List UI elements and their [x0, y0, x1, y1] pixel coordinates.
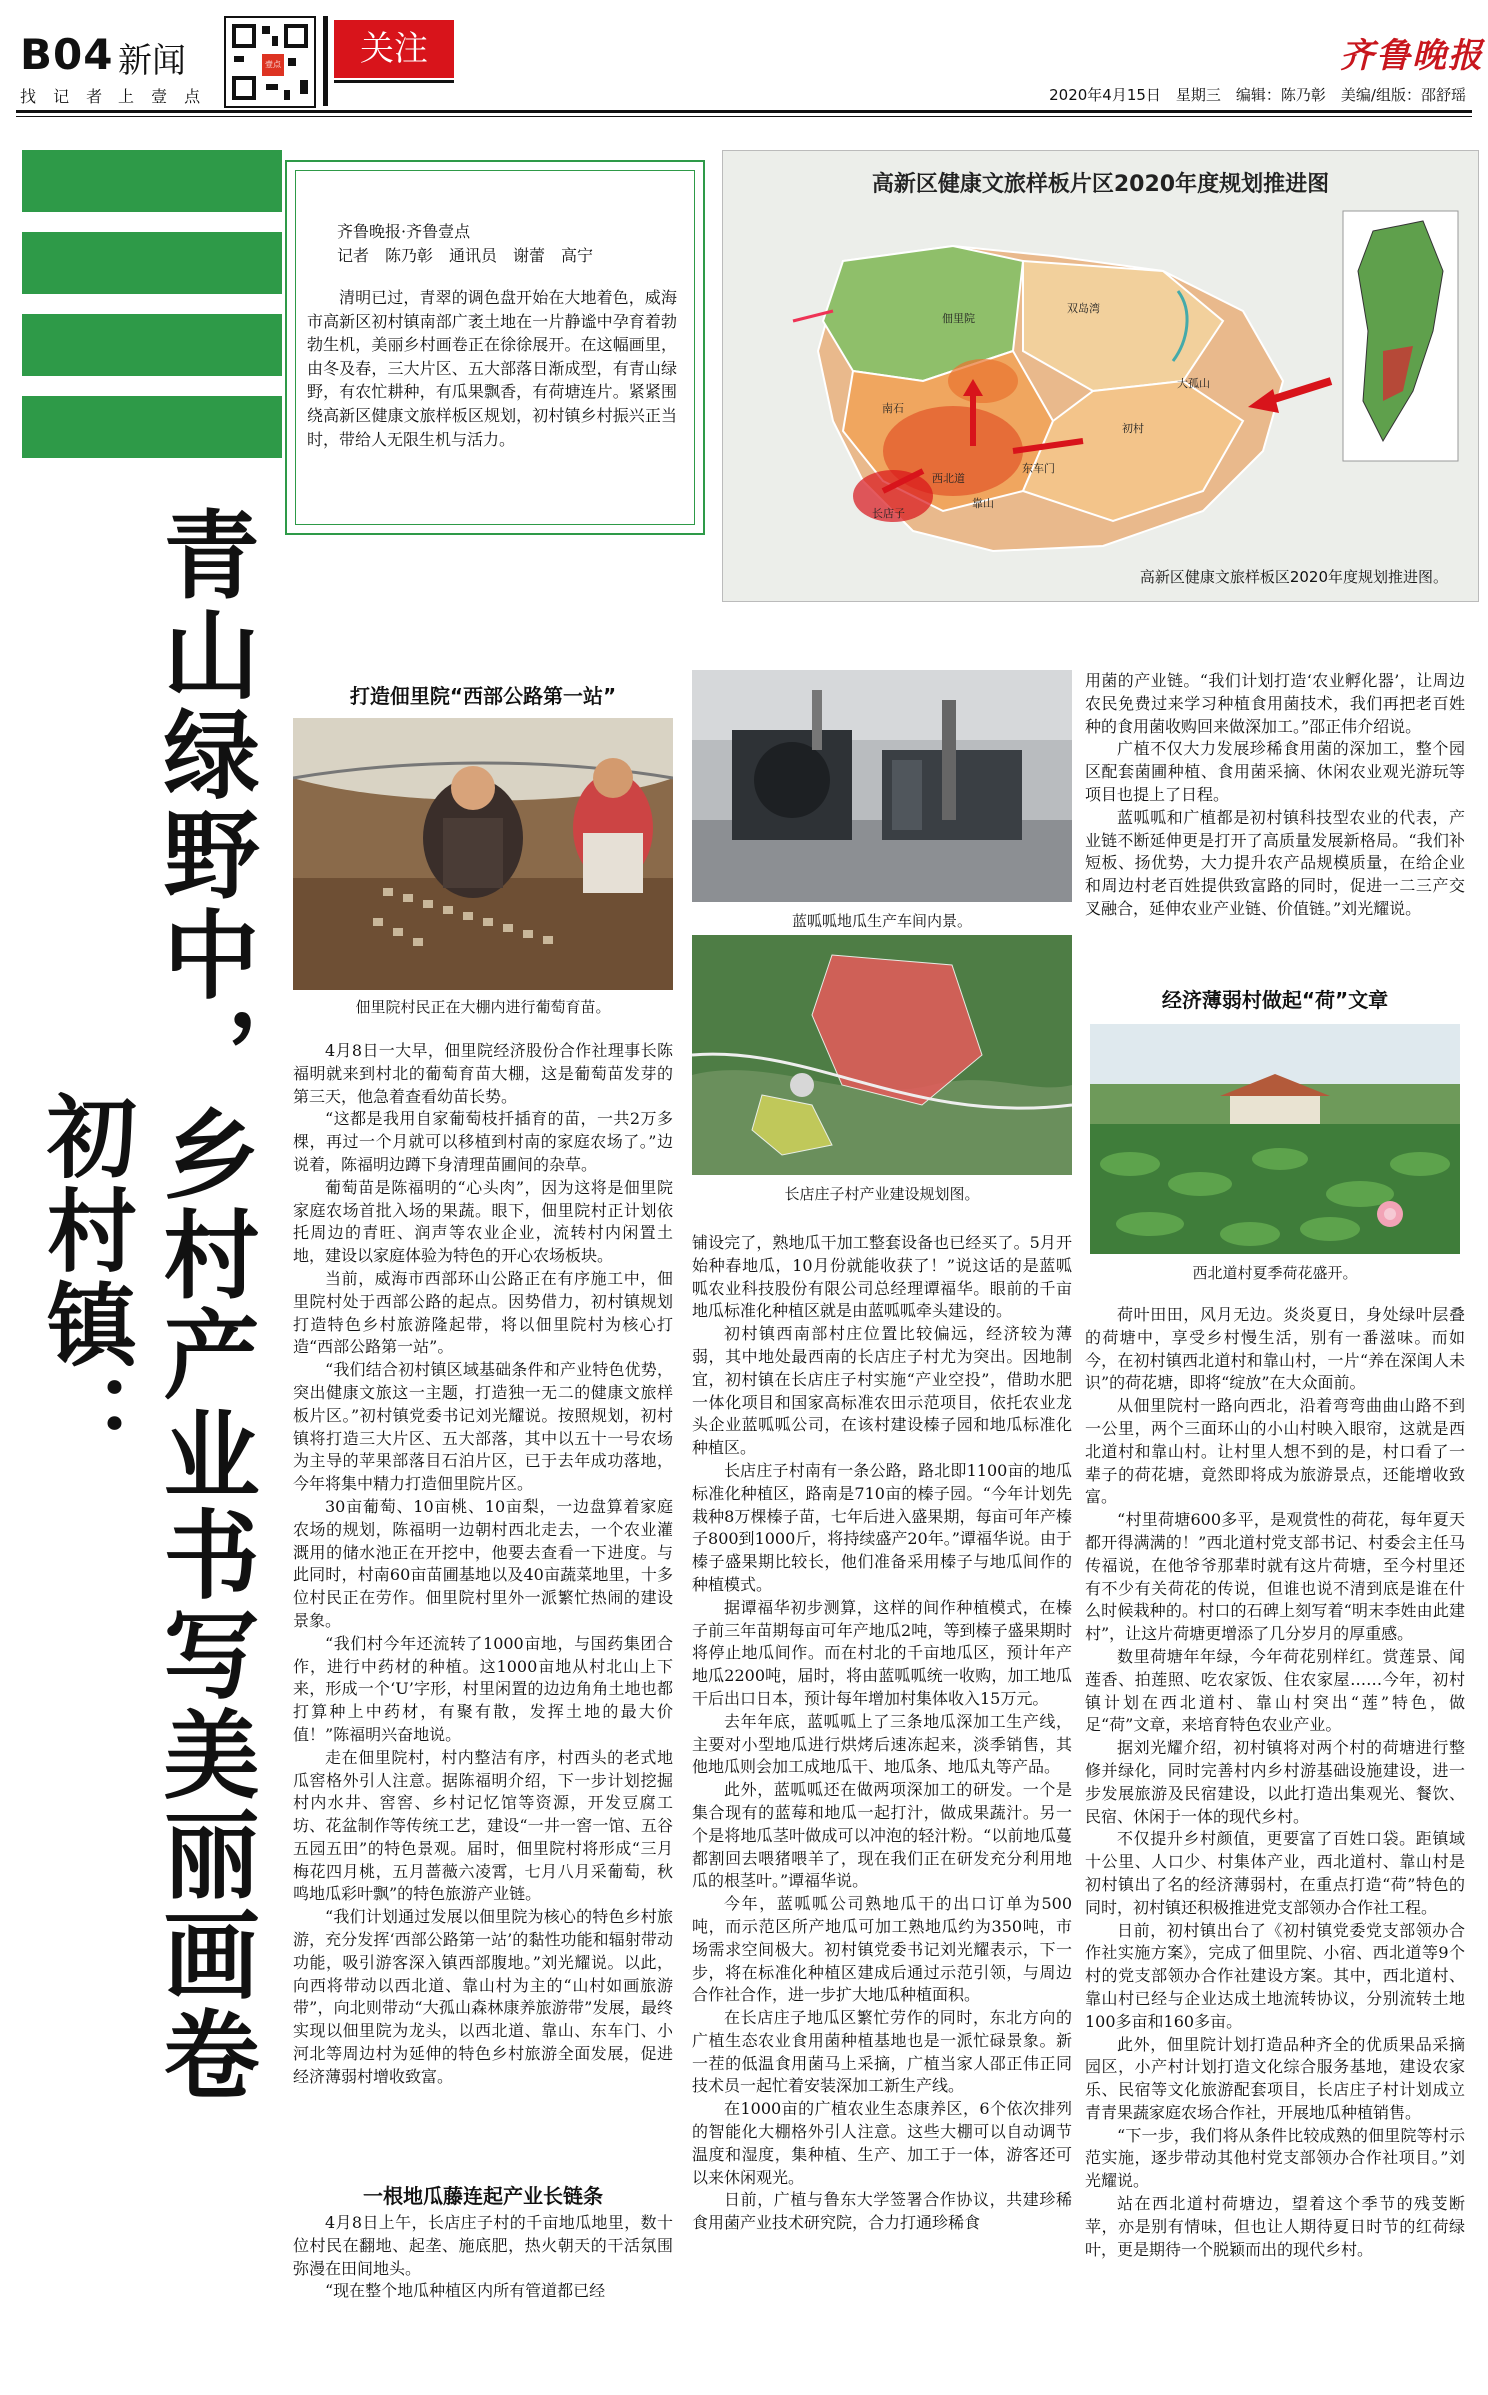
masthead-rule: [16, 110, 1472, 113]
intro-text: 清明已过，青翠的调色盘开始在大地着色，威海市高新区初村镇南部广袤土地在一片静谧中孕育着勃勃生机，美丽乡村画卷正在徐徐展开。在这幅画里，由冬及春，三大片区、五大部落日渐成型，有青山绿野，有农忙耕种，有瓜果飘香，有荷塘连片。紧紧围绕高新区健康文旅样板区规划，初村镇乡村振兴正当时，带给人无限生机与活力。: [307, 288, 677, 449]
paragraph: 葡萄苗是陈福明的“心头肉”，因为这将是佃里院家庭农场首批入场的果蔬。眼下，佃里院村正计划依托周边的青旺、润声等农业企业，流转村内闲置土地，建设以家庭体验为特色的开心农场板块。: [293, 1177, 673, 1266]
paragraph: “下一步，我们将从条件比较成熟的佃里院等村示范实施，逐步带动其他村党支部领办合作社项目。”刘光耀说。: [1085, 2125, 1465, 2191]
column-1b-text: [293, 2212, 673, 2303]
paragraph: 不仅提升乡村颜值，更要富了百姓口袋。距镇域十公里、人口少、村集体产业，西北道村、靠山村是初村镇出了名的经济薄弱村，在重点打造“荷”特色的同时，初村镇还积极推进党支部领办合作社工程。: [1085, 1829, 1465, 1917]
paragraph: 长店庄子村南有一条公路，路北即1100亩的地瓜标准化种植区，路南是710亩的榛子园。“今年计划先栽种8万棵榛子苗，七年后进入盛果期，每亩可年产榛子800到1000斤，将持续盛产20年。”谭福华说。由于榛子盛果期比较长，他们准备采用榛子与地瓜间作的种植模式。: [692, 1460, 1072, 1594]
caption-plan: 长店庄子村产业建设规划图。: [784, 1185, 980, 1203]
paragraph: 此外，蓝呱呱还在做两项深加工的研发。一个是集合现有的蓝莓和地瓜一起打汁，做成果蔬汁。另一个是将地瓜茎叶做成可以冲泡的轻汁粉。“以前地瓜蔓都割回去喂猪喂羊了，现在我们正在研发充分利用地瓜的根茎叶。”谭福华说。: [692, 1780, 1072, 1891]
intro-box: [285, 160, 705, 535]
paragraph: 走在佃里院村，村内整洁有序，村西头的老式地瓜窖格外引人注意。据陈福明介绍，下一步计划挖掘村内水井、窖窖、乡村记忆馆等资源，开发豆腐工坊、花盆制作等传统工艺，建设“一井一窖一馆、五谷五园五田”的特色景观。届时，佃里院村将形成“三月梅花四月桃，五月蔷薇六凌霄，七月八月采葡萄，秋鸣地瓜彩叶飘”的特色旅游产业链。: [293, 1747, 673, 1904]
paragraph: 据刘光耀介绍，初村镇将对两个村的荷塘进行整修并绿化，同时完善村内乡村游基础设施建设，进一步发展旅游及民宿建设，以此打造出集观光、餐饮、民宿、休闲于一体的现代乡村。: [1085, 1738, 1465, 1826]
paragraph: 用菌的产业链。“我们计划打造‘农业孵化器’，让周边农民免费过来学习种植食用菌技术，我们再把老百姓种的食用菌收购回来做深加工。”邵正伟介绍说。: [1085, 671, 1465, 736]
paragraph: 4月8日一大早，佃里院经济股份合作社理事长陈福明就来到村北的葡萄育苗大棚，这是葡萄苗发芽的第三天，他急着查看幼苗长势。: [293, 1041, 673, 1106]
column-1-text: [293, 1040, 673, 2089]
map-labels: [722, 150, 1477, 600]
paragraph: 从佃里院村一路向西北，沿着弯弯曲曲山路不到一公里，两个三面环山的小山村映入眼帘，这就是西北道村和靠山村。让村里人想不到的是，村口看了一辈子的荷花塘，竟然即将成为旅游景点，还能增收致富。: [1085, 1396, 1465, 1507]
paragraph: “现在整个地瓜种植区内所有管道都已经: [325, 2281, 606, 2301]
byline-source: 齐鲁晚报·齐鲁壹点: [337, 222, 471, 241]
section-subtitle: 上 壹 点: [118, 87, 207, 106]
photo-lotus-pond: [1090, 1024, 1460, 1254]
paragraph: “我们结合初村镇区域基础条件和产业特色优势，突出健康文旅这一主题，打造独一无二的健康文旅样板片区。”初村镇党委书记刘光耀说。按照规划，初村镇将打造三大片区、五大部落，其中以五十一号农场为主导的苹果部落目石泊片区，已于去年成功落地，今年将集中精力打造佃里院片区。: [293, 1360, 673, 1494]
focus-tag-underline: [334, 80, 454, 83]
column-3-text: [1085, 670, 1465, 921]
page-number-subtitle: 找 记 者: [20, 87, 109, 106]
masthead-rule-thin: [16, 116, 1472, 117]
masthead-divider: [323, 16, 328, 106]
headline-main: 青山绿野中，乡村产业书写美丽画卷: [148, 505, 260, 2105]
caption-factory: 蓝呱呱地瓜生产车间内景。: [791, 912, 972, 930]
caption-lotus: 西北道村夏季荷花盛开。: [1192, 1264, 1358, 1282]
headline-sub: 初村镇：: [31, 1090, 136, 1466]
paragraph: 站在西北道村荷塘边，望着这个季节的残芰断苹，亦是别有情味，但也让人期待夏日时节的红荷绿叶，更是期待一个脱颖而出的现代乡村。: [1085, 2194, 1465, 2259]
map-label: 靠山: [972, 497, 994, 510]
section-name: 新闻: [118, 41, 186, 81]
paragraph: 日前，广植与鲁东大学签署合作协议，共建珍稀食用菌产业技术研究院，合力打通珍稀食: [692, 2190, 1072, 2233]
paragraph: “我们村今年还流转了1000亩地，与国药集团合作，进行中药材的种植。这1000亩地从村北山上下来，形成一个‘U’字形，村里闲置的边边角角土地也都打算种上中药材，有聚有散，发挥土地的最大价值！”陈福明兴奋地说。: [293, 1633, 673, 1744]
paragraph: 广植不仅大力发展珍稀食用菌的深加工，整个园区配套菌圃种植、食用菌采摘、休闲农业观光游玩等项目也提上了日程。: [1085, 739, 1465, 804]
map-label: 初村: [1122, 422, 1144, 435]
map-label: 东车门: [1022, 462, 1055, 475]
map-label: 西北道: [932, 472, 965, 485]
subhead-sweet-potato: 一根地瓜藤连起产业长链条: [363, 2184, 603, 2208]
paragraph: 据谭福华初步测算，这样的间作种植模式，在榛子前三年苗期每亩可年产地瓜2吨，等到榛子盛果期时将停止地瓜间作。而在村北的千亩地瓜区，预计年产地瓜2200吨，届时，将由蓝呱呱统一收购，加工地瓜干后出口日本，预计每年增加村集体收入15万元。: [692, 1597, 1072, 1708]
paragraph: 此外，佃里院计划打造品种齐全的优质果品采摘园区，小产村计划打造文化综合服务基地，建设农家乐、民宿等文化旅游配套项目，长店庄子村计划成立青青果蔬家庭农场合作社，开展地瓜种植销售。: [1085, 2034, 1465, 2122]
paragraph: 数里荷塘年年绿，今年荷花别样红。赏莲景、闻莲香、拍莲照、吃农家饭、住农家屋……今年，初村镇计划在西北道村、靠山村突出“莲”特色，做足“荷”文章，来培育特色农业产业。: [1085, 1646, 1465, 1735]
focus-section-tag: 关注: [334, 20, 454, 78]
paragraph: “我们计划通过发展以佃里院为核心的特色乡村旅游，充分发挥‘西部公路第一站’的黏性功能和辐射带动功能，吸引游客深入镇西部腹地。”刘光耀说。以此，向西将带动以西北道、靠山村为主的“山村如画旅游带”，向北则带动“大孤山森林康养旅游带”发展，最终实现以佃里院为龙头，以西北道、靠山、东车门、小河北等周边村为延伸的特色乡村旅游全面发展，促进经济薄弱村增收致富。: [293, 1907, 673, 2086]
qr-code-icon: [224, 16, 316, 108]
photo-grape-seedlings: [293, 718, 673, 990]
paragraph: 在1000亩的广植农业生态康养区，6个依次排列的智能化大棚格外引人注意。这些大棚可以自动调节温度和湿度，集种植、生产、加工于一体，游客还可以来休闲观光。: [692, 2099, 1072, 2187]
subhead-lotus: 经济薄弱村做起“荷”文章: [1161, 988, 1389, 1012]
column-2-text: [692, 1232, 1072, 2235]
qr-center-logo: 壹点: [260, 52, 286, 78]
map-label: 大孤山: [1177, 377, 1210, 390]
paragraph: “这都是我用自家葡萄枝扦插育的苗，一共2万多棵，再过一个月就可以移植到村南的家庭农场了。”边说着，陈福明边蹲下身清理苗圃间的杂草。: [293, 1109, 673, 1174]
paragraph: 去年年底，蓝呱呱上了三条地瓜深加工生产线，主要对小型地瓜进行烘烤后速冻起来，淡季销售，其他地瓜则会加工成地瓜干、地瓜条、地瓜丸等产品。: [692, 1711, 1072, 1777]
paragraph: 当前，威海市西部环山公路正在有序施工中，佃里院村处于西部公路的起点。因势借力，初村镇规划打造特色乡村旅游隆起带，将以佃里院村为核心打造“西部公路第一站”。: [293, 1268, 673, 1357]
photo-factory: [692, 670, 1072, 902]
paragraph: 蓝呱呱和广植都是初村镇科技型农业的代表，产业链不断延伸更是打开了高质量发展新格局。“我们补短板、扬优势，大力提升农产品规模质量，在给企业和周边村老百姓提供致富路的同时，促进一二三产交叉融合，延伸农业产业链、价值链。”刘光耀说。: [1085, 807, 1465, 918]
photo-plan-map: [692, 935, 1072, 1175]
map-label: 双岛湾: [1067, 302, 1100, 315]
column-3b-text: [1085, 1304, 1465, 2261]
page-number: B04: [20, 30, 114, 79]
paragraph: 今年，蓝呱呱公司熟地瓜干的出口订单为500吨，而示范区所产地瓜可加工熟地瓜约为350吨，市场需求空间极大。初村镇党委书记刘光耀表示，下一步，将在标准化种植区建成后通过示范引领，与周边合作社合作，进一步扩大地瓜种植面积。: [692, 1894, 1072, 2005]
paragraph: 荷叶田田，风月无边。炎炎夏日，身处绿叶层叠的荷塘中，享受乡村慢生活，别有一番滋味。而如今，在初村镇西北道村和靠山村，一片“养在深闺人未识”的荷花塘，即将“绽放”在大众面前。: [1085, 1305, 1465, 1393]
dateline: 2020年4月15日 星期三 编辑：陈乃彰 美编/组版：邵舒瑶: [1049, 86, 1466, 104]
paragraph: 30亩葡萄、10亩桃、10亩梨，一边盘算着家庭农场的规划，陈福明一边朝村西北走去，一个农业灌溉用的储水池正在开挖中，他要去查看一下进度。与此同时，村南60亩苗圃基地以及40亩蔬菜地里，十多位村民正在劳作。佃里院村里外一派繁忙热闹的建设景象。: [293, 1496, 673, 1630]
green-bar-3: [22, 314, 282, 376]
caption-grape: 佃里院村民正在大棚内进行葡萄育苗。: [355, 998, 611, 1016]
newspaper-brand: 齐鲁晚报: [1340, 36, 1484, 76]
subhead-west-road: 打造佃里院“西部公路第一站”: [349, 684, 617, 708]
paragraph: 4月8日上午，长店庄子村的千亩地瓜地里，数十位村民在翻地、起垄、施底肥，热火朝天的干活氛围弥漫在田间地头。: [293, 2213, 673, 2278]
byline: [337, 220, 593, 268]
map-label: 佃里院: [942, 312, 975, 325]
paragraph: 在长店庄子地瓜区繁忙劳作的同时，东北方向的广植生态农业食用菌种植基地也是一派忙碌景象。新一茬的低温食用菌马上采摘，广植当家人邵正伟正同技术员一起忙着安装深加工新生产线。: [692, 2008, 1072, 2096]
byline-authors: 记者 陈乃彰 通讯员 谢蕾 高宁: [337, 246, 594, 265]
paragraph: 日前，初村镇出台了《初村镇党委党支部领办合作社实施方案》，完成了佃里院、小宿、西北道等9个村的党支部领办合作社建设方案。其中，西北道村、靠山村已经与企业达成土地流转协议，分别流转土地100多亩和160多亩。: [1085, 1920, 1465, 2031]
paragraph: “村里荷塘600多平，是观赏性的荷花，每年夏天都开得满满的！”西北道村党支部书记、村委会主任马传福说，在他爷爷那辈时就有这片荷塘，至今村里还有不少有关荷花的传说，但谁也说不清到底是谁在什么时候栽种的。村口的石碑上刻写着“明末李姓由此建村”，让这片荷塘更增添了几分岁月的厚重感。: [1085, 1510, 1465, 1644]
green-bar-2: [22, 232, 282, 294]
paragraph: 铺设完了，熟地瓜干加工整套设备也已经买了。5月开始种春地瓜，10月份就能收获了！”说这话的是蓝呱呱农业科技股份有限公司总经理谭福华。眼前的千亩地瓜标准化种植区就是由蓝呱呱牵头建设的。: [692, 1233, 1072, 1321]
map-caption: 高新区健康文旅样板区2020年度规划推进图。: [1139, 568, 1448, 586]
green-bar-1: [22, 150, 282, 212]
green-bar-4: [22, 396, 282, 458]
map-label: 长店子: [872, 507, 905, 520]
paragraph: 初村镇西南部村庄位置比较偏远，经济较为薄弱，其中地处最西南的长店庄子村尤为突出。因地制宜，初村镇在长店庄子村实施“产业空投”，借助水肥一体化项目和国家高标准农田示范项目，依托农业龙头企业蓝呱呱公司，在该村建设榛子园和地瓜标准化种植区。: [692, 1324, 1072, 1458]
map-label: 南石: [882, 402, 904, 415]
map-title: 高新区健康文旅样板片区2020年度规划推进图: [871, 172, 1330, 197]
